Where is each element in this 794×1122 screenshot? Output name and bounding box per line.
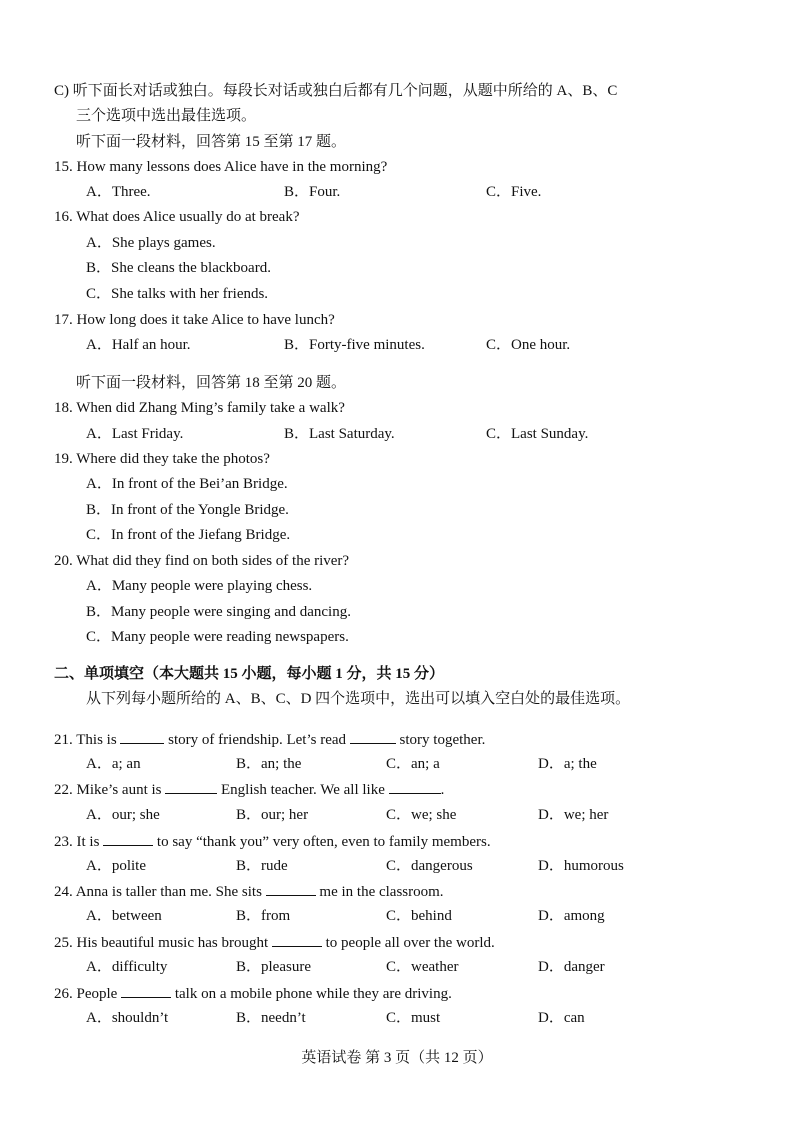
question-20 xyxy=(54,551,349,571)
question-16 xyxy=(54,207,300,227)
option-26-a[interactable]: A．shouldn’t xyxy=(86,1010,169,1026)
question-number: 24. xyxy=(54,884,73,900)
option-22-a[interactable]: A．our; she xyxy=(86,807,160,823)
option-23-a[interactable]: A．polite xyxy=(86,858,146,874)
answer-blank[interactable] xyxy=(389,779,441,794)
question-22 xyxy=(54,779,444,800)
option-16-c[interactable]: C．She talks with her friends. xyxy=(86,286,269,302)
option-21-c[interactable]: C．an; a xyxy=(386,756,440,772)
option-16-a[interactable]: A．She plays games. xyxy=(86,235,216,251)
question-text: story of friendship. Let’s read xyxy=(168,732,347,748)
option-19-c[interactable]: C．In front of the Jiefang Bridge. xyxy=(86,527,291,543)
option-25-a[interactable]: A．difficulty xyxy=(86,959,168,975)
question-text: story together. xyxy=(399,732,486,748)
option-22-b[interactable]: B．our; her xyxy=(236,807,309,823)
option-21-a[interactable]: A．a; an xyxy=(86,756,141,772)
option-20-b[interactable]: B．Many people were singing and dancing. xyxy=(86,604,351,620)
question-number: 21. xyxy=(54,732,73,748)
question-text: This is xyxy=(76,732,117,748)
option-20-c[interactable]: C．Many people were reading newspapers. xyxy=(86,629,349,645)
answer-blank[interactable] xyxy=(165,779,217,794)
question-text: What does Alice usually do at break? xyxy=(76,209,300,225)
answer-blank[interactable] xyxy=(121,983,171,998)
option-17-b[interactable]: B．Forty-five minutes. xyxy=(284,337,425,353)
question-text: How long does it take Alice to have lunch? xyxy=(76,312,335,328)
question-text: talk on a mobile phone while they are driving. xyxy=(174,986,452,1002)
question-25 xyxy=(54,932,495,953)
question-text: People xyxy=(76,986,118,1002)
answer-blank[interactable] xyxy=(103,831,153,846)
answer-blank[interactable] xyxy=(350,729,396,744)
question-number: 22. xyxy=(54,782,73,798)
option-24-a[interactable]: A．between xyxy=(86,908,162,924)
question-number: 19. xyxy=(54,451,73,467)
question-number: 17. xyxy=(54,312,73,328)
option-22-d[interactable]: D．we; her xyxy=(538,807,609,823)
option-18-b[interactable]: B．Last Saturday. xyxy=(284,426,395,442)
question-number: 16. xyxy=(54,209,73,225)
option-17-a[interactable]: A．Half an hour. xyxy=(86,337,191,353)
question-19 xyxy=(54,449,270,469)
option-23-b[interactable]: B．rude xyxy=(236,858,288,874)
question-number: 20. xyxy=(54,553,73,569)
question-17 xyxy=(54,310,335,330)
question-text: What did they find on both sides of the river? xyxy=(76,553,350,569)
option-24-d[interactable]: D．among xyxy=(538,908,605,924)
option-26-b[interactable]: B．needn’t xyxy=(236,1010,306,1026)
option-15-a[interactable]: A．Three. xyxy=(86,184,151,200)
option-18-a[interactable]: A．Last Friday. xyxy=(86,426,184,442)
group2-intro: 听下面一段材料，回答第 18 至第 20 题。 xyxy=(76,375,347,391)
section-c-instruction-1: C) 听下面长对话或独白。每段长对话或独白后都有几个问题，从题中所给的 A、B、C xyxy=(54,83,618,99)
option-25-d[interactable]: D．danger xyxy=(538,959,605,975)
page-footer: 英语试卷 第 3 页（共 12 页） xyxy=(301,1050,493,1066)
question-text: Anna is taller than me. She sits xyxy=(75,884,262,900)
question-21 xyxy=(54,729,485,750)
question-number: 26. xyxy=(54,986,73,1002)
option-23-c[interactable]: C．dangerous xyxy=(386,858,473,874)
answer-blank[interactable] xyxy=(266,881,316,896)
option-18-c[interactable]: C．Last Sunday. xyxy=(486,426,589,442)
question-number: 23. xyxy=(54,834,73,850)
question-number: 18. xyxy=(54,400,73,416)
question-number: 15. xyxy=(54,159,73,175)
question-text: When did Zhang Ming’s family take a walk? xyxy=(76,400,345,416)
question-text: Mike’s aunt is xyxy=(76,782,162,798)
option-25-b[interactable]: B．pleasure xyxy=(236,959,311,975)
section-c-instruction-2: 三个选项中选出最佳选项。 xyxy=(76,108,257,124)
question-15 xyxy=(54,157,387,177)
group1-intro: 听下面一段材料，回答第 15 至第 17 题。 xyxy=(76,134,347,150)
option-26-d[interactable]: D．can xyxy=(538,1010,585,1026)
question-text: English teacher. We all like xyxy=(221,782,385,798)
option-15-b[interactable]: B．Four. xyxy=(284,184,341,200)
question-text: me in the classroom. xyxy=(319,884,444,900)
option-20-a[interactable]: A．Many people were playing chess. xyxy=(86,578,313,594)
option-22-c[interactable]: C．we; she xyxy=(386,807,457,823)
answer-blank[interactable] xyxy=(272,932,322,947)
question-23 xyxy=(54,831,491,852)
question-text: . xyxy=(440,782,445,798)
answer-blank[interactable] xyxy=(120,729,164,744)
question-text: to say “thank you” very often, even to family members. xyxy=(156,834,491,850)
option-23-d[interactable]: D．humorous xyxy=(538,858,624,874)
question-text: to people all over the world. xyxy=(325,935,495,951)
question-text: Where did they take the photos? xyxy=(76,451,270,467)
option-21-b[interactable]: B．an; the xyxy=(236,756,302,772)
question-24 xyxy=(54,881,444,902)
question-18 xyxy=(54,398,345,418)
section-2-heading: 二、单项填空（本大题共 15 小题，每小题 1 分，共 15 分） xyxy=(54,666,445,682)
question-text: His beautiful music has brought xyxy=(76,935,269,951)
question-text: How many lessons does Alice have in the morning? xyxy=(76,159,388,175)
question-number: 25. xyxy=(54,935,73,951)
option-19-b[interactable]: B．In front of the Yongle Bridge. xyxy=(86,502,289,518)
option-25-c[interactable]: C．weather xyxy=(386,959,459,975)
question-26 xyxy=(54,983,452,1004)
option-17-c[interactable]: C．One hour. xyxy=(486,337,571,353)
question-text: It is xyxy=(76,834,100,850)
option-15-c[interactable]: C．Five. xyxy=(486,184,542,200)
option-19-a[interactable]: A．In front of the Bei’an Bridge. xyxy=(86,476,288,492)
option-26-c[interactable]: C．must xyxy=(386,1010,441,1026)
option-24-c[interactable]: C．behind xyxy=(386,908,452,924)
option-24-b[interactable]: B．from xyxy=(236,908,291,924)
section-2-instruction: 从下列每小题所给的 A、B、C、D 四个选项中，选出可以填入空白处的最佳选项。 xyxy=(86,691,631,707)
option-16-b[interactable]: B．She cleans the blackboard. xyxy=(86,260,271,276)
option-21-d[interactable]: D．a; the xyxy=(538,756,597,772)
